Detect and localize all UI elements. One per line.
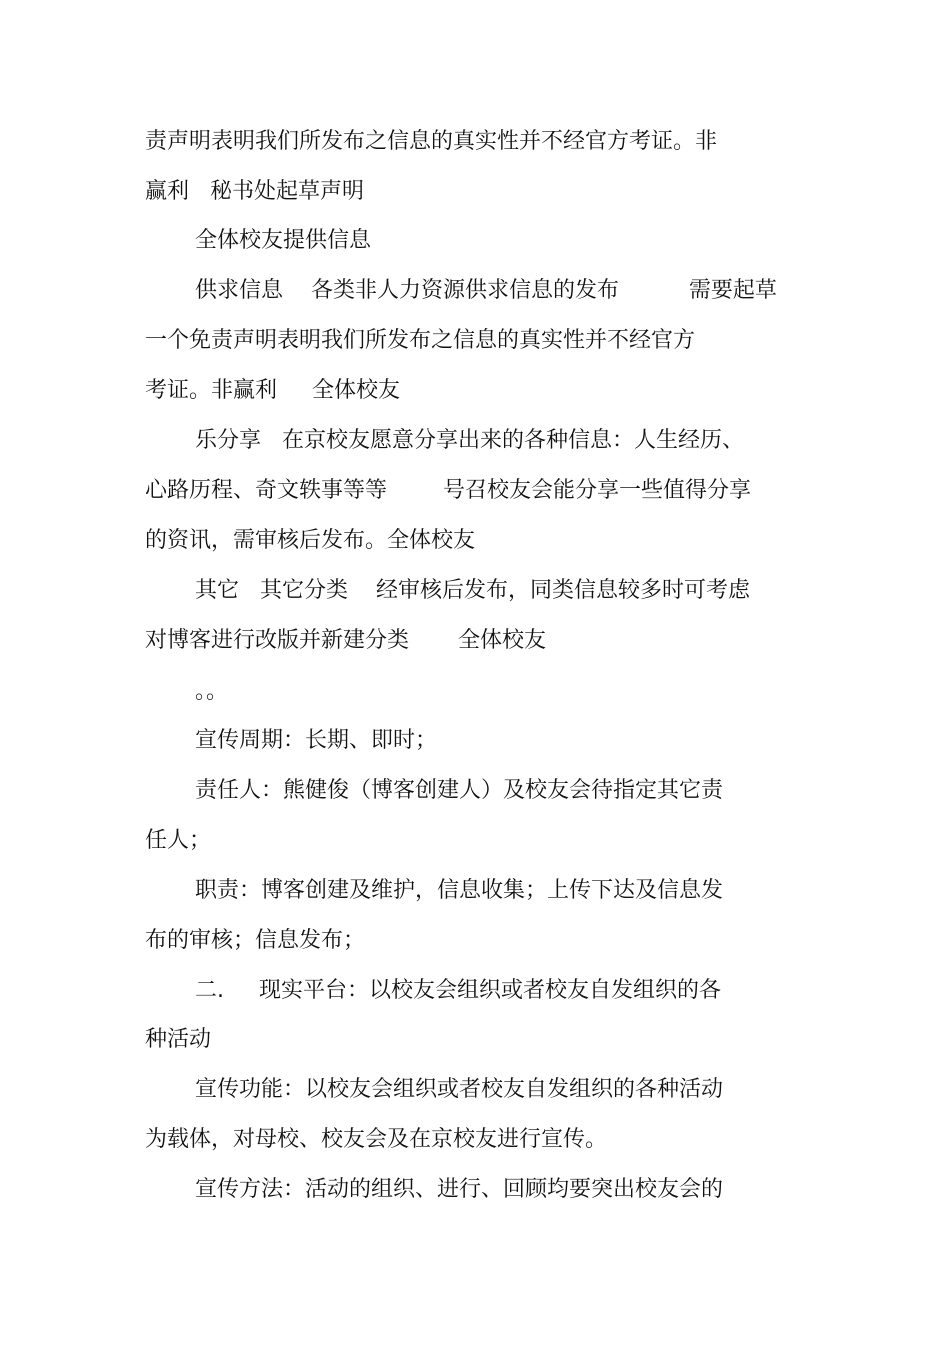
text-line: 心路历程、奇文轶事等等 号召校友会能分享一些值得分享 — [145, 478, 751, 503]
text-line: 宣传方法：活动的组织、进行、回顾均要突出校友会的 — [195, 1177, 724, 1202]
text-line: 。。 — [195, 679, 229, 704]
text-line: 种活动 — [145, 1027, 212, 1052]
text-line: 宣传功能：以校友会组织或者校友自发组织的各种活动 — [195, 1077, 724, 1102]
text-line: 考证。非赢利 全体校友 — [145, 378, 400, 403]
text-line: 乐分享 在京校友愿意分享出来的各种信息：人生经历、 — [195, 428, 744, 453]
text-line: 责声明表明我们所发布之信息的真实性并不经官方考证。非 — [145, 129, 718, 154]
text-line: 责任人：熊健俊（博客创建人）及校友会待指定其它责 — [195, 778, 724, 803]
text-line: 任人； — [145, 828, 212, 853]
text-line: 布的审核；信息发布； — [145, 928, 366, 953]
text-line: 其它 其它分类 经审核后发布，同类信息较多时可考虑 — [195, 578, 750, 603]
text-line: 全体校友提供信息 — [195, 228, 372, 253]
text-line: 对博客进行改版并新建分类 全体校友 — [145, 628, 546, 653]
text-line: 职责：博客创建及维护，信息收集；上传下达及信息发 — [195, 878, 724, 903]
text-line: 的资讯，需审核后发布。全体校友 — [145, 528, 476, 553]
text-line: 为载体，对母校、校友会及在京校友进行宣传。 — [145, 1127, 608, 1152]
text-line: 一个免责声明表明我们所发布之信息的真实性并不经官方 — [145, 328, 696, 353]
text-line: 赢利 秘书处起草声明 — [145, 179, 364, 204]
text-line: 二. 现实平台：以校友会组织或者校友自发组织的各 — [195, 978, 721, 1003]
text-line: 宣传周期：长期、即时； — [195, 728, 438, 753]
text-line: 供求信息 各类非人力资源供求信息的发布 需要起草 — [195, 278, 777, 303]
